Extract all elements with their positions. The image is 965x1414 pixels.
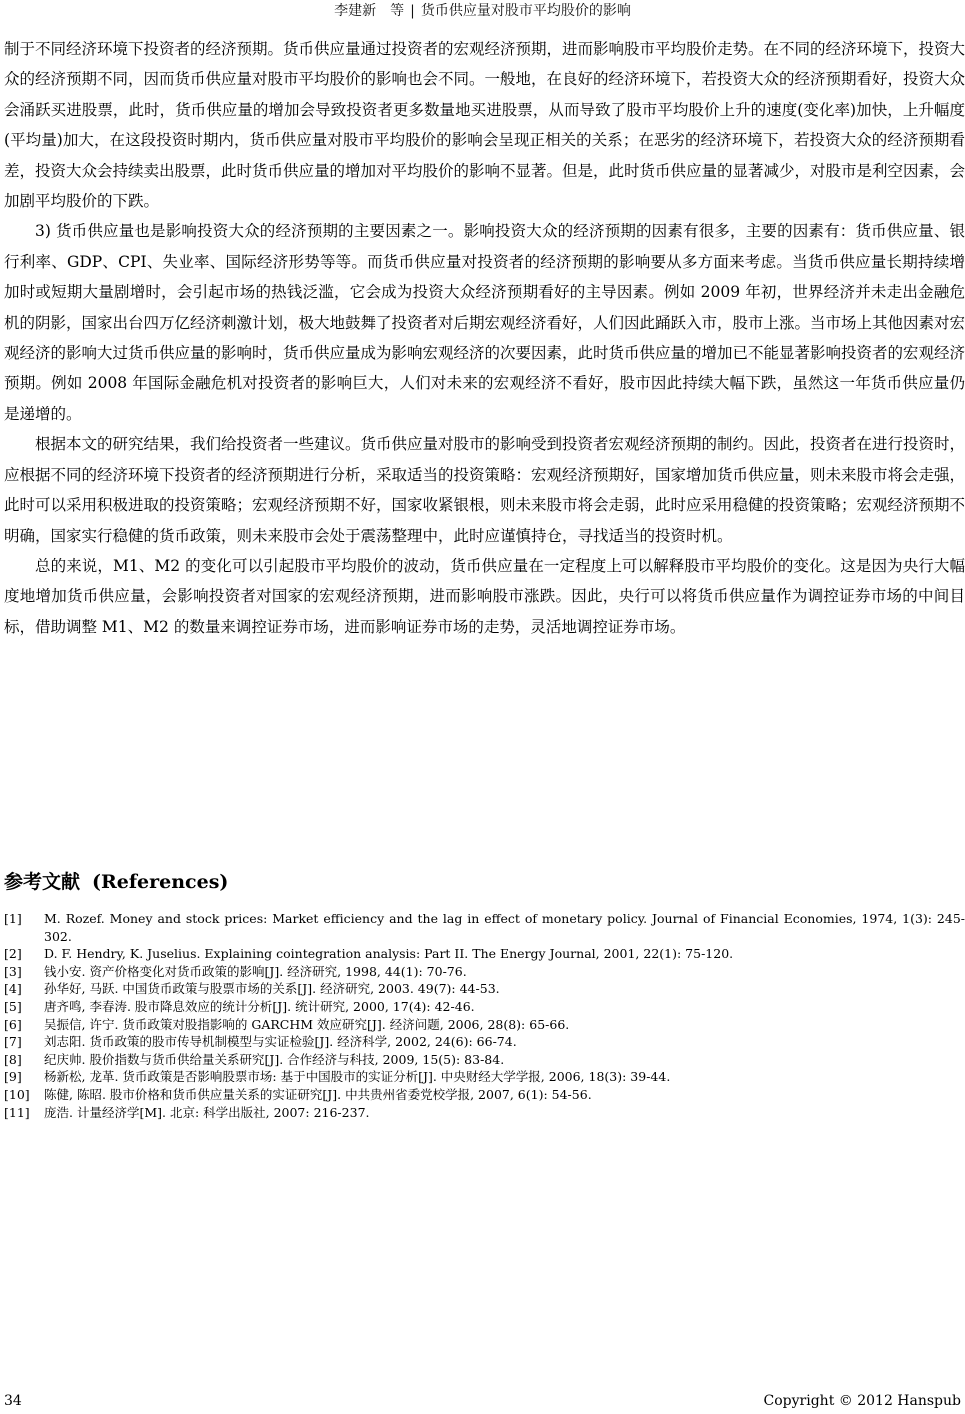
references-heading (4, 868, 228, 896)
reference-item (4, 945, 965, 963)
reference-item (4, 1104, 965, 1122)
references-title-cn: 参考文献 (4, 871, 81, 893)
page-number: 34 (4, 1393, 22, 1409)
header-authors: 李建新 等 (334, 3, 405, 19)
reference-item (4, 1033, 965, 1051)
paragraph-advice: 根据本文的研究结果，我们给投资者一些建议。货币供应量对股市的影响受到投资者宏观经济预期的制约。因此，投资者在进行投资时，应根据不同的经济环境下投资者的经济预期进行分析，采取适当的投资策略：宏观经济预期好，国家增加货币供应量，则未来股市将会走强，此时可以采用积极进取的投资策略；宏观经济预期不好，国家收紧银根，则未来股市将会走弱，此时应采用稳健的投资策略；宏观经济预期不明确，国家实行稳健的货币政策，则未来股市会处于震荡整理中，此时应谨慎持仓，寻找适当的投资时机。 (4, 435, 965, 545)
reference-text: D. F. Hendry, K. Juselius. Explaining cointegration analysis: Part II. The Energy Journal, 2001, 22(1): 75-120. (44, 946, 734, 962)
reference-item (4, 910, 965, 945)
references-title-en: (References) (92, 871, 229, 893)
paragraph-conclusion: 总的来说，M1、M2 的变化可以引起股市平均股价的波动，货币供应量在一定程度上可以解释股市平均股价的变化。这是因为央行大幅度地增加货币供应量，会影响投资者对国家的宏观经济预期，进而影响股市涨跌。因此，央行可以将货币供应量作为调控证券市场的中间目标，借助调整 M1、M2 的数量来调控证券市场，进而影响证券市场的走势，灵活地调控证券市场。 (4, 556, 965, 636)
reference-item (4, 963, 965, 981)
reference-item (4, 980, 965, 998)
reference-text: 陈健, 陈昭. 股市价格和货币供应量关系的实证研究[J]. 中共贵州省委党校学报, 2007, 6(1): 54-56. (44, 1086, 592, 1102)
reference-text: M. Rozef. Money and stock prices: Market efficiency and the lag in effect of monetary policy. Journal of Financial Economies, 1974, 1(3): 245-302. (44, 911, 965, 944)
reference-text: 纪庆帅. 股价指数与货币供给量关系研究[J]. 合作经济与科技, 2009, 15(5): 83-84. (44, 1051, 505, 1067)
header-separator: | (410, 3, 415, 19)
main-body (4, 34, 965, 642)
reference-item (4, 1068, 965, 1086)
reference-text: 刘志阳. 货币政策的股市传导机制模型与实证检验[J]. 经济科学, 2002, 24(6): 66-74. (44, 1034, 517, 1050)
reference-text: 杨新松, 龙革. 货币政策是否影响股票市场: 基于中国股市的实证分析[J]. 中央财经大学学报, 2006, 18(3): 39-44. (44, 1069, 671, 1085)
reference-number: [4] (4, 981, 22, 997)
paragraph-point-3: 3) 货币供应量也是影响投资大众的经济预期的主要因素之一。影响投资大众的经济预期的因素有很多，主要的因素有：货币供应量、银行利率、GDP、CPI、失业率、国际经济形势等等。而货币供应量对投资者的经济预期的影响要从多方面来考虑。当货币供应量长期持续增加时或短期大量剧增时，会引起市场的热钱泛滥，它会成为投资大众经济预期看好的主导因素。例如 2009 年初，世界经济并未走出金融危机的阴影，国家出台四万亿经济刺激计划，极大地鼓舞了投资者对后期宏观经济看好，人们因此踊跃入市，股市上涨。当市场上其他因素对宏观经济的影响大过货币供应量的影响时，货币供应量成为影响宏观经济的次要因素，此时货币供应量的增加已不能显著影响投资者的宏观经济预期。例如 2008 年国际金融危机对投资者的影响巨大，人们对未来的宏观经济不看好，股市因此持续大幅下跌，虽然这一年货币供应量仍是递增的。 (4, 222, 965, 423)
reference-number: [11] (4, 1104, 30, 1120)
reference-number: [9] (4, 1069, 22, 1085)
reference-item (4, 1016, 965, 1034)
reference-number: [1] (4, 911, 22, 926)
reference-text: 孙华好, 马跃. 中国货币政策与股票市场的关系[J]. 经济研究, 2003. 49(7): 44-53. (44, 981, 500, 997)
reference-number: [6] (4, 1016, 22, 1032)
reference-text: 庞浩. 计量经济学[M]. 北京: 科学出版社, 2007: 216-237. (44, 1104, 370, 1120)
paragraph-continued: 制于不同经济环境下投资者的经济预期。货币供应量通过投资者的宏观经济预期，进而影响股市平均股价走势。在不同的经济环境下，投资大众的经济预期不同，因而货币供应量对股市平均股价的影响也会不同。一般地，在良好的经济环境下，若投资大众的经济预期看好，投资大众会涌跃买进股票，此时，货币供应量的增加会导致投资者更多数量地买进股票，从而导致了股市平均股价上升的速度(变化率)加快，上升幅度(平均量)加大，在这段投资时期内，货币供应量对股市平均股价的影响会呈现正相关的关系；在恶劣的经济环境下，若投资大众的经济预期看差，投资大众会持续卖出股票，此时货币供应量的增加对平均股价的影响不显著。但是，此时货币供应量的显著减少，对股市是利空因素，会加剧平均股价的下跌。 (4, 40, 965, 211)
references-list (4, 910, 965, 1121)
reference-number: [5] (4, 998, 22, 1014)
copyright-notice: Copyright © 2012 Hanspub (763, 1393, 961, 1409)
reference-text: 唐齐鸣, 李春涛. 股市降息效应的统计分析[J]. 统计研究, 2000, 17(4): 42-46. (44, 998, 475, 1014)
reference-item (4, 1086, 965, 1104)
reference-number: [8] (4, 1051, 22, 1067)
header-rule (0, 24, 965, 25)
reference-number: [3] (4, 963, 22, 979)
running-header (0, 2, 965, 20)
reference-number: [7] (4, 1034, 22, 1050)
reference-item (4, 1051, 965, 1069)
reference-number: [10] (4, 1086, 30, 1102)
reference-item (4, 998, 965, 1016)
header-title: 货币供应量对股市平均股价的影响 (420, 3, 631, 19)
reference-number: [2] (4, 946, 22, 962)
reference-text: 钱小安. 资产价格变化对货币政策的影响[J]. 经济研究, 1998, 44(1): 70-76. (44, 963, 467, 979)
reference-text: 吴振信, 许宁. 货币政策对股指影响的 GARCHM 效应研究[J]. 经济问题, 2006, 28(8): 65-66. (44, 1016, 570, 1032)
